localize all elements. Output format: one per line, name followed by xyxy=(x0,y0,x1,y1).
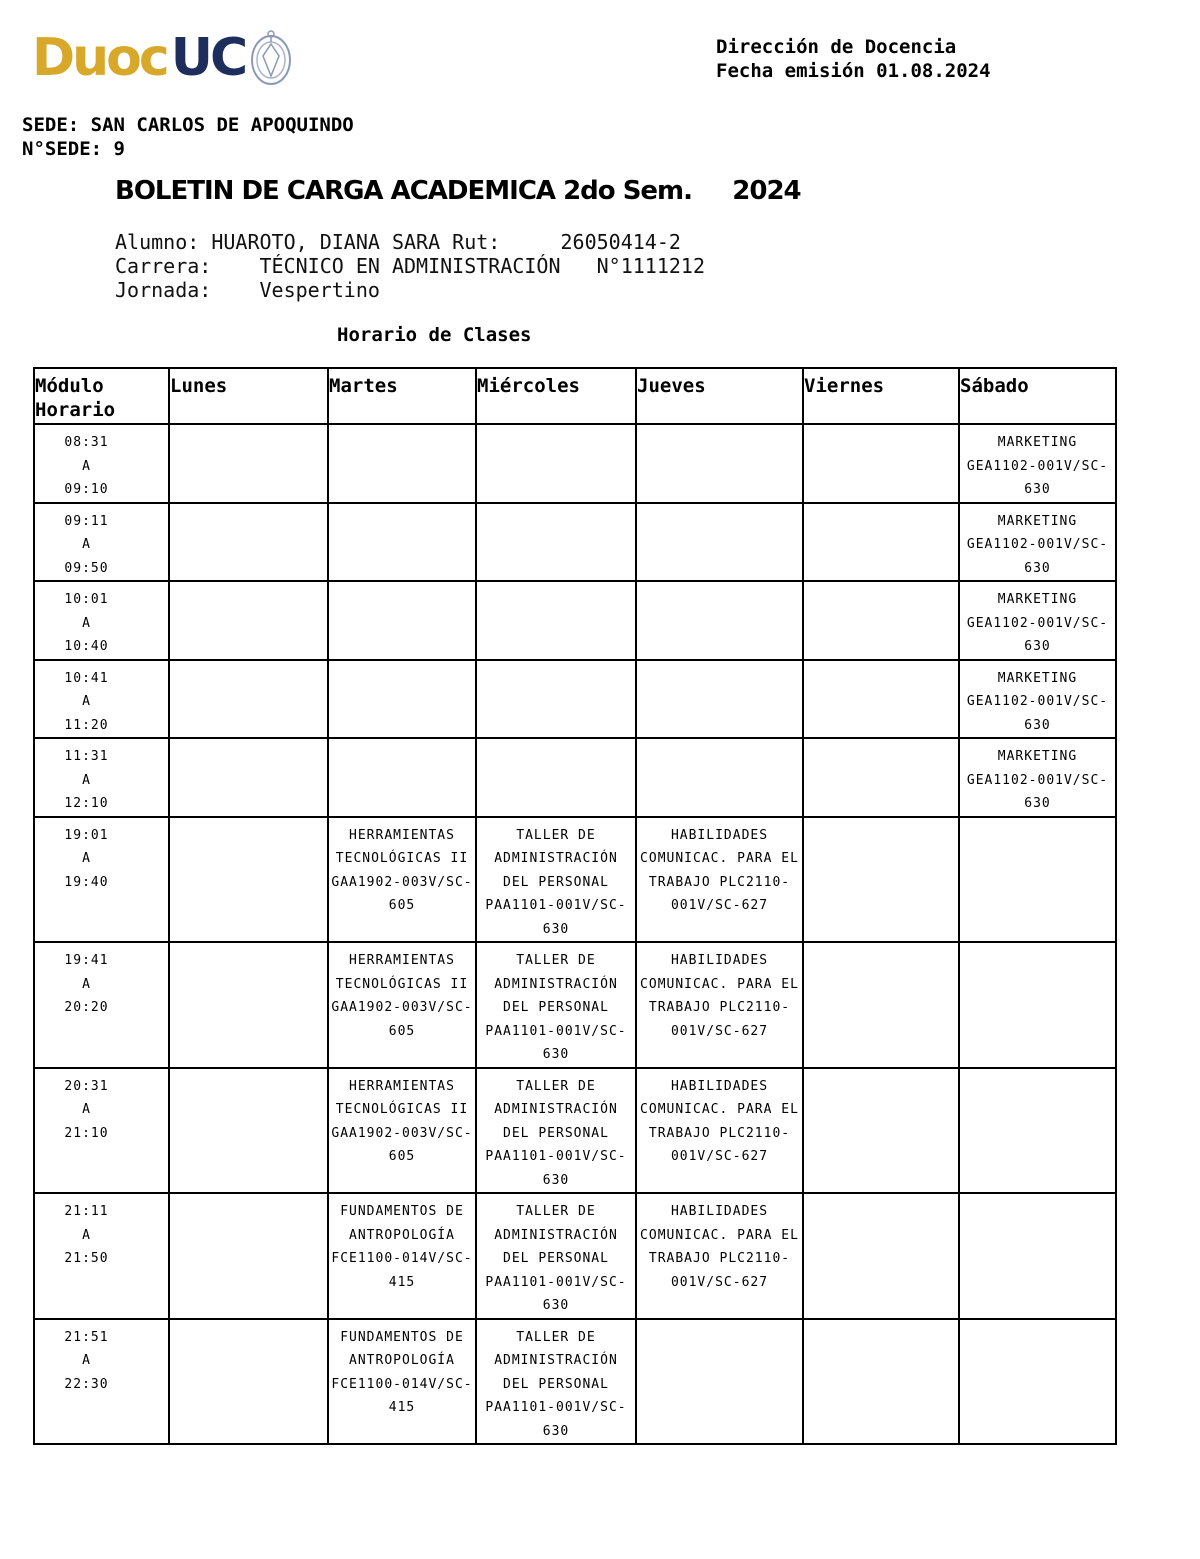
cell-martes xyxy=(328,581,476,660)
cell-martes: HERRAMIENTAS TECNOLÓGICAS II GAA1902-003V/SC-605 xyxy=(328,942,476,1068)
cell-viernes xyxy=(803,660,959,739)
table-row xyxy=(34,1319,1116,1445)
cell-jueves xyxy=(636,738,803,817)
table-row xyxy=(34,581,1116,660)
logo-duoc-text: Duoc xyxy=(32,28,167,88)
cell-lunes xyxy=(169,1068,328,1194)
cell-miercoles xyxy=(476,738,636,817)
jornada-line: Jornada: Vespertino xyxy=(115,278,380,302)
header-sabado: Sábado xyxy=(959,368,1116,424)
module-time: 20:31 A 21:10 xyxy=(34,1068,169,1194)
student-info xyxy=(115,230,705,302)
university-seal-icon xyxy=(249,28,293,88)
cell-viernes xyxy=(803,1068,959,1194)
cell-martes: HERRAMIENTAS TECNOLÓGICAS II GAA1902-003V/SC-605 xyxy=(328,817,476,943)
module-time: 19:41 A 20:20 xyxy=(34,942,169,1068)
cell-jueves: HABILIDADES COMUNICAC. PARA EL TRABAJO PLC2110-001V/SC-627 xyxy=(636,942,803,1068)
page-title: BOLETIN DE CARGA ACADEMICA 2do Sem. 2024 xyxy=(115,176,801,206)
schedule-table xyxy=(33,367,1117,1445)
cell-viernes xyxy=(803,738,959,817)
cell-lunes xyxy=(169,503,328,582)
cell-jueves: HABILIDADES COMUNICAC. PARA EL TRABAJO PLC2110-001V/SC-627 xyxy=(636,817,803,943)
cell-martes xyxy=(328,738,476,817)
header-miercoles: Miércoles xyxy=(476,368,636,424)
header-lunes: Lunes xyxy=(169,368,328,424)
module-time: 08:31 A 09:10 xyxy=(34,424,169,503)
cell-jueves xyxy=(636,660,803,739)
cell-jueves xyxy=(636,503,803,582)
table-row xyxy=(34,1068,1116,1194)
cell-miercoles xyxy=(476,503,636,582)
cell-viernes xyxy=(803,817,959,943)
fecha-emision: Fecha emisión 01.08.2024 xyxy=(716,60,991,82)
cell-martes: FUNDAMENTOS DE ANTROPOLOGÍA FCE1100-014V/SC-415 xyxy=(328,1319,476,1445)
direccion-label: Dirección de Docencia xyxy=(716,36,957,58)
module-time: 11:31 A 12:10 xyxy=(34,738,169,817)
cell-miercoles: TALLER DE ADMINISTRACIÓN DEL PERSONAL PAA1101-001V/SC-630 xyxy=(476,1193,636,1319)
cell-miercoles: TALLER DE ADMINISTRACIÓN DEL PERSONAL PAA1101-001V/SC-630 xyxy=(476,817,636,943)
cell-miercoles xyxy=(476,424,636,503)
cell-sabado xyxy=(959,817,1116,943)
cell-sabado xyxy=(959,942,1116,1068)
table-row xyxy=(34,424,1116,503)
table-row xyxy=(34,1193,1116,1319)
module-time: 09:11 A 09:50 xyxy=(34,503,169,582)
cell-lunes xyxy=(169,1319,328,1445)
cell-martes xyxy=(328,660,476,739)
table-row xyxy=(34,817,1116,943)
cell-martes: FUNDAMENTOS DE ANTROPOLOGÍA FCE1100-014V/SC-415 xyxy=(328,1193,476,1319)
table-row xyxy=(34,503,1116,582)
schedule-title: Horario de Clases xyxy=(337,324,532,346)
module-time: 10:01 A 10:40 xyxy=(34,581,169,660)
header-viernes: Viernes xyxy=(803,368,959,424)
logo-uc-text: UC xyxy=(170,28,246,88)
duoc-uc-logo xyxy=(32,26,293,90)
cell-sabado: MARKETING GEA1102-001V/SC-630 xyxy=(959,503,1116,582)
cell-viernes xyxy=(803,503,959,582)
cell-sabado: MARKETING GEA1102-001V/SC-630 xyxy=(959,738,1116,817)
carrera-line: Carrera: TÉCNICO EN ADMINISTRACIÓN N°1111212 xyxy=(115,254,706,278)
module-time: 21:11 A 21:50 xyxy=(34,1193,169,1319)
cell-lunes xyxy=(169,817,328,943)
sede-info xyxy=(22,113,354,161)
header-modulo: Módulo Horario xyxy=(34,368,169,424)
cell-viernes xyxy=(803,942,959,1068)
header-jueves: Jueves xyxy=(636,368,803,424)
module-time: 21:51 A 22:30 xyxy=(34,1319,169,1445)
document-header xyxy=(716,35,991,83)
cell-viernes xyxy=(803,1193,959,1319)
cell-jueves xyxy=(636,424,803,503)
cell-miercoles xyxy=(476,660,636,739)
cell-miercoles: TALLER DE ADMINISTRACIÓN DEL PERSONAL PAA1101-001V/SC-630 xyxy=(476,1319,636,1445)
cell-lunes xyxy=(169,1193,328,1319)
cell-sabado xyxy=(959,1193,1116,1319)
cell-sabado: MARKETING GEA1102-001V/SC-630 xyxy=(959,660,1116,739)
cell-lunes xyxy=(169,738,328,817)
header-martes: Martes xyxy=(328,368,476,424)
cell-lunes xyxy=(169,660,328,739)
table-row xyxy=(34,738,1116,817)
cell-lunes xyxy=(169,942,328,1068)
cell-jueves xyxy=(636,1319,803,1445)
schedule-header-row xyxy=(34,368,1116,424)
sede-number: N°SEDE: 9 xyxy=(22,138,125,160)
table-row xyxy=(34,660,1116,739)
cell-sabado xyxy=(959,1068,1116,1194)
sede-name: SEDE: SAN CARLOS DE APOQUINDO xyxy=(22,114,354,136)
cell-viernes xyxy=(803,581,959,660)
cell-sabado: MARKETING GEA1102-001V/SC-630 xyxy=(959,424,1116,503)
cell-jueves: HABILIDADES COMUNICAC. PARA EL TRABAJO PLC2110-001V/SC-627 xyxy=(636,1068,803,1194)
cell-viernes xyxy=(803,424,959,503)
cell-viernes xyxy=(803,1319,959,1445)
cell-jueves xyxy=(636,581,803,660)
module-time: 19:01 A 19:40 xyxy=(34,817,169,943)
alumno-line: Alumno: HUAROTO, DIANA SARA Rut: 26050414-2 xyxy=(115,230,681,254)
cell-miercoles: TALLER DE ADMINISTRACIÓN DEL PERSONAL PAA1101-001V/SC-630 xyxy=(476,942,636,1068)
cell-miercoles xyxy=(476,581,636,660)
cell-martes xyxy=(328,424,476,503)
cell-lunes xyxy=(169,581,328,660)
module-time: 10:41 A 11:20 xyxy=(34,660,169,739)
cell-sabado xyxy=(959,1319,1116,1445)
cell-miercoles: TALLER DE ADMINISTRACIÓN DEL PERSONAL PAA1101-001V/SC-630 xyxy=(476,1068,636,1194)
cell-martes xyxy=(328,503,476,582)
cell-jueves: HABILIDADES COMUNICAC. PARA EL TRABAJO PLC2110-001V/SC-627 xyxy=(636,1193,803,1319)
cell-martes: HERRAMIENTAS TECNOLÓGICAS II GAA1902-003V/SC-605 xyxy=(328,1068,476,1194)
cell-lunes xyxy=(169,424,328,503)
cell-sabado: MARKETING GEA1102-001V/SC-630 xyxy=(959,581,1116,660)
table-row xyxy=(34,942,1116,1068)
